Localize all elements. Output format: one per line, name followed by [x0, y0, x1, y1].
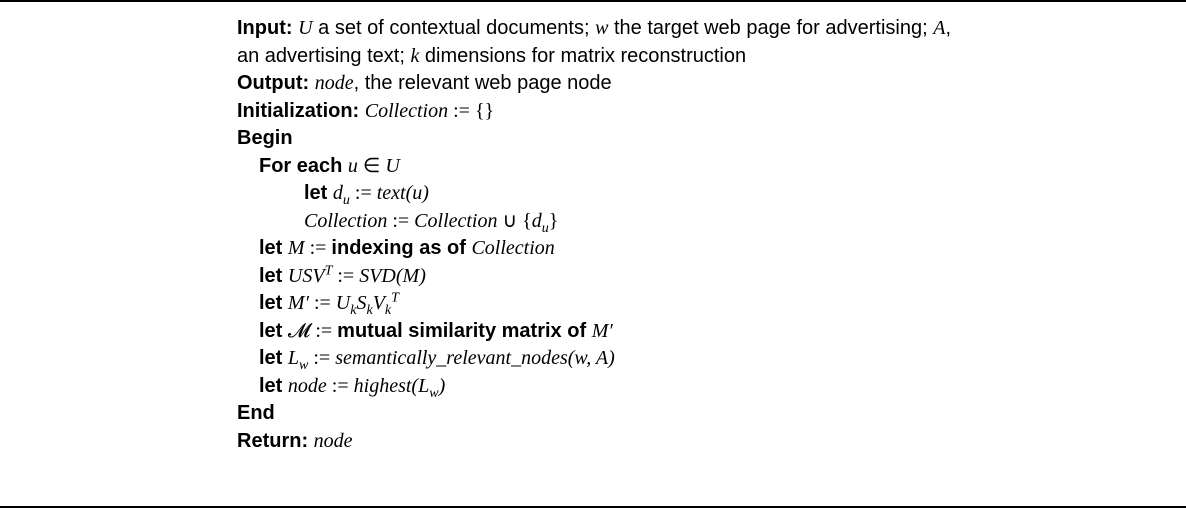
input-k-var: k: [410, 44, 420, 67]
input-a-desc: , an advertising text;: [237, 17, 951, 67]
node-arg-close: ): [438, 374, 446, 397]
input-a-var: A: [933, 17, 946, 39]
collection-update-line: [237, 208, 951, 236]
mprime-v-sup: T: [391, 290, 399, 306]
bottom-rule: [0, 506, 1186, 508]
mprime-v: V: [372, 292, 385, 314]
foreach-line: [237, 153, 951, 181]
node-arg-open: (L: [411, 374, 430, 397]
foreach-set: U: [385, 154, 400, 177]
mprime-u-sub: k: [350, 303, 357, 318]
output-label: Output:: [237, 72, 310, 94]
input-w-var: w: [595, 17, 609, 39]
algorithm-block: [237, 15, 951, 455]
input-label: Input:: [237, 17, 293, 39]
collection-lhs: Collection: [304, 209, 388, 232]
let-mcal-line: [237, 318, 951, 346]
foreach-var: u: [347, 154, 358, 177]
svd-lhs: USV: [287, 264, 325, 287]
du-lhs: d: [332, 182, 343, 204]
init-expr: Collection: [364, 99, 449, 122]
init-label: Initialization:: [237, 99, 360, 122]
mprime-s: S: [356, 292, 367, 314]
collection-elem-sub: u: [541, 220, 549, 236]
collection-close: }: [548, 209, 559, 232]
mprime-v-sub: k: [384, 303, 392, 318]
top-rule: [0, 0, 1186, 2]
init-assign: := {}: [448, 99, 495, 122]
node-arg-sub: w: [429, 385, 439, 401]
let-keyword: let: [259, 264, 283, 287]
let-keyword: let: [259, 347, 283, 369]
svd-assign: :=: [332, 264, 360, 287]
return-var: node: [313, 429, 353, 452]
let-mprime-line: [237, 290, 951, 318]
mcal-rhs: M′: [591, 319, 613, 342]
return-line: [237, 428, 951, 456]
input-u-var: U: [298, 17, 313, 39]
let-keyword: let: [259, 374, 283, 397]
output-desc: , the relevant web page node: [353, 72, 612, 94]
let-keyword: let: [259, 319, 283, 342]
mcal-lhs: 𝓜: [287, 319, 311, 342]
du-lhs-sub: u: [342, 193, 350, 208]
svd-arg: (M): [395, 264, 426, 287]
lw-assign: :=: [308, 347, 336, 369]
m-rhs: Collection: [471, 237, 555, 259]
let-keyword: let: [304, 182, 328, 204]
return-label: Return:: [237, 429, 309, 452]
lw-lhs: L: [287, 347, 300, 369]
let-m-line: [237, 235, 951, 263]
end-keyword: End: [237, 402, 275, 424]
m-lhs: M: [287, 237, 305, 259]
lw-lhs-sub: w: [299, 358, 309, 373]
svd-rhs: SVD: [359, 264, 396, 287]
output-line: [237, 70, 951, 98]
m-keyword: indexing as of: [331, 237, 466, 259]
let-keyword: let: [259, 292, 283, 314]
foreach-in: ∈: [357, 154, 386, 177]
mcal-keyword: mutual similarity matrix of: [337, 319, 587, 342]
node-lhs: node: [287, 374, 327, 397]
du-arg: (u): [405, 182, 429, 204]
mprime-s-sub: k: [366, 303, 373, 318]
initialization-line: [237, 98, 951, 126]
svd-lhs-sup: T: [324, 262, 333, 278]
foreach-keyword: For each: [259, 154, 343, 177]
lw-arg: (w, A): [567, 347, 615, 369]
let-keyword: let: [259, 237, 283, 259]
collection-assign: :=: [387, 209, 415, 232]
let-node-line: [237, 373, 951, 401]
collection-rhs: Collection: [414, 209, 498, 232]
mprime-u: U: [335, 292, 351, 314]
begin-keyword: Begin: [237, 127, 293, 149]
collection-union: ∪ {: [497, 209, 532, 232]
input-k-desc: dimensions for matrix reconstruction: [419, 44, 747, 67]
input-w-desc: the target web page for advertising;: [608, 17, 934, 39]
mprime-lhs: M′: [287, 292, 309, 314]
collection-elem: d: [531, 209, 542, 232]
let-lw-line: [237, 345, 951, 373]
let-du-line: [237, 180, 951, 208]
lw-rhs: semantically_relevant_nodes: [335, 347, 568, 369]
output-var: node: [314, 72, 354, 94]
input-line: [237, 15, 951, 70]
mprime-assign: :=: [308, 292, 336, 314]
input-u-desc: a set of contextual documents;: [312, 17, 596, 39]
du-rhs: text: [376, 182, 406, 204]
let-svd-line: [237, 263, 951, 291]
mcal-assign: :=: [310, 319, 338, 342]
du-assign: :=: [349, 182, 377, 204]
node-rhs: highest: [353, 374, 412, 397]
node-assign: :=: [326, 374, 354, 397]
m-assign: :=: [304, 237, 332, 259]
